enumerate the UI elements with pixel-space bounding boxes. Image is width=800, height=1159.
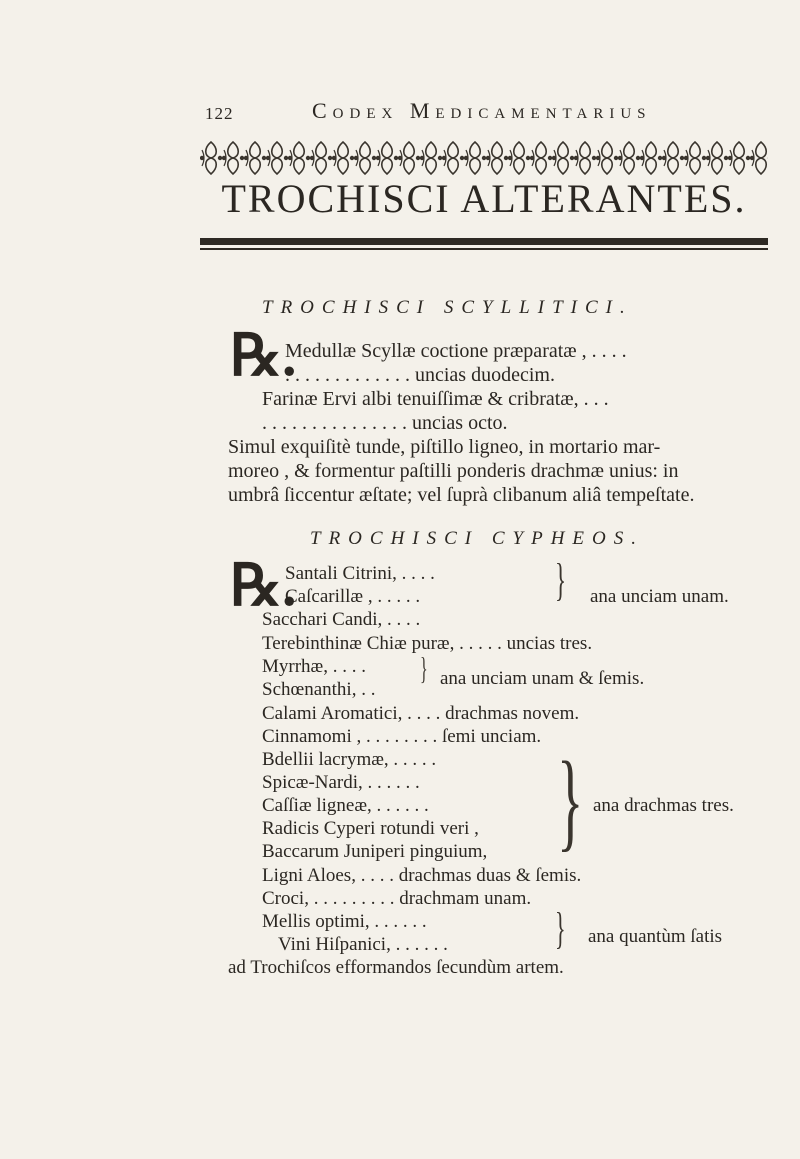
text-line: Farinæ Ervi albi tenuiſſimæ & cribratæ, . . .: [262, 388, 609, 410]
running-title: Codex Medicamentarius: [312, 98, 652, 123]
bracket-2: }: [420, 650, 428, 686]
text-line: Medullæ Scyllæ coctione præparatæ , . . . .: [285, 340, 627, 362]
ingredient-line: Vini Hiſpanici, . . . . . .: [278, 934, 448, 955]
text-line: . . . . . . . . . . . . . uncias duodecim.: [285, 364, 555, 386]
ingredient-line: Mellis optimi, . . . . . .: [262, 911, 427, 932]
ingredient-line: Caſſiæ ligneæ, . . . . . .: [262, 795, 429, 816]
ingredient-line: Terebinthinæ Chiæ puræ, . . . . . uncias tres.: [262, 633, 593, 654]
bracket-note: ana unciam unam & ſemis.: [440, 668, 645, 689]
ingredient-line: Santali Citrini, . . . .: [285, 563, 435, 584]
title-rule-thick: [200, 238, 768, 245]
title-rule-thin: [200, 248, 768, 250]
text-line: umbrâ ſiccentur æſtate; vel ſuprà clibanum aliâ tempeſtate.: [228, 484, 695, 506]
ingredient-line: Spicæ-Nardi, . . . . . .: [262, 772, 420, 793]
bracket-1: }: [555, 554, 567, 605]
recipe-symbol: ℞.: [230, 553, 297, 618]
ingredient-line: Sacchari Candi, . . . .: [262, 609, 421, 630]
bracket-note: ana quantùm ſatis: [588, 926, 723, 947]
closing-line: ad Trochiſcos efformandos ſecundùm artem.: [228, 957, 564, 978]
ingredient-line: Schœnanthi, . .: [262, 679, 376, 700]
text-line: Simul exquiſitè tunde, piſtillo ligneo, in mortario mar-: [228, 436, 661, 458]
ingredient-line: Bdellii lacrymæ, . . . . .: [262, 749, 437, 770]
bracket-3: }: [557, 739, 584, 861]
page-title: TROCHISCI ALTERANTES.: [221, 176, 747, 221]
ingredient-line: Ligni Aloes, . . . . drachmas duas & ſemis.: [262, 865, 582, 886]
section-title-cypheos: TROCHISCI CYPHEOS.: [310, 528, 645, 549]
ingredient-line: Calami Aromatici, . . . . drachmas novem.: [262, 703, 580, 724]
ingredient-line: Myrrhæ, . . . .: [262, 656, 366, 677]
ingredient-line: Croci, . . . . . . . . . drachmam unam.: [262, 888, 532, 909]
bracket-note: ana drachmas tres.: [593, 795, 734, 816]
ingredient-line: Baccarum Juniperi pinguium,: [262, 841, 488, 862]
ornament-band: [200, 138, 768, 178]
section-title-scylliti: TROCHISCI SCYLLITICI.: [262, 297, 633, 318]
bracket-4: }: [555, 904, 566, 953]
text-line: . . . . . . . . . . . . . . . uncias octo.: [262, 412, 508, 434]
text-line: moreo , & formentur paſtilli ponderis drachmæ unius: in: [228, 460, 679, 482]
ingredient-line: Radicis Cyperi rotundi veri ,: [262, 818, 479, 839]
ingredient-line: Caſcarillæ , . . . . .: [285, 586, 421, 607]
recipe-symbol: ℞.: [230, 323, 297, 388]
bracket-note: ana unciam unam.: [590, 586, 729, 607]
page-number: 122: [205, 104, 234, 123]
ingredient-line: Cinnamomi , . . . . . . . . ſemi unciam.: [262, 726, 542, 747]
